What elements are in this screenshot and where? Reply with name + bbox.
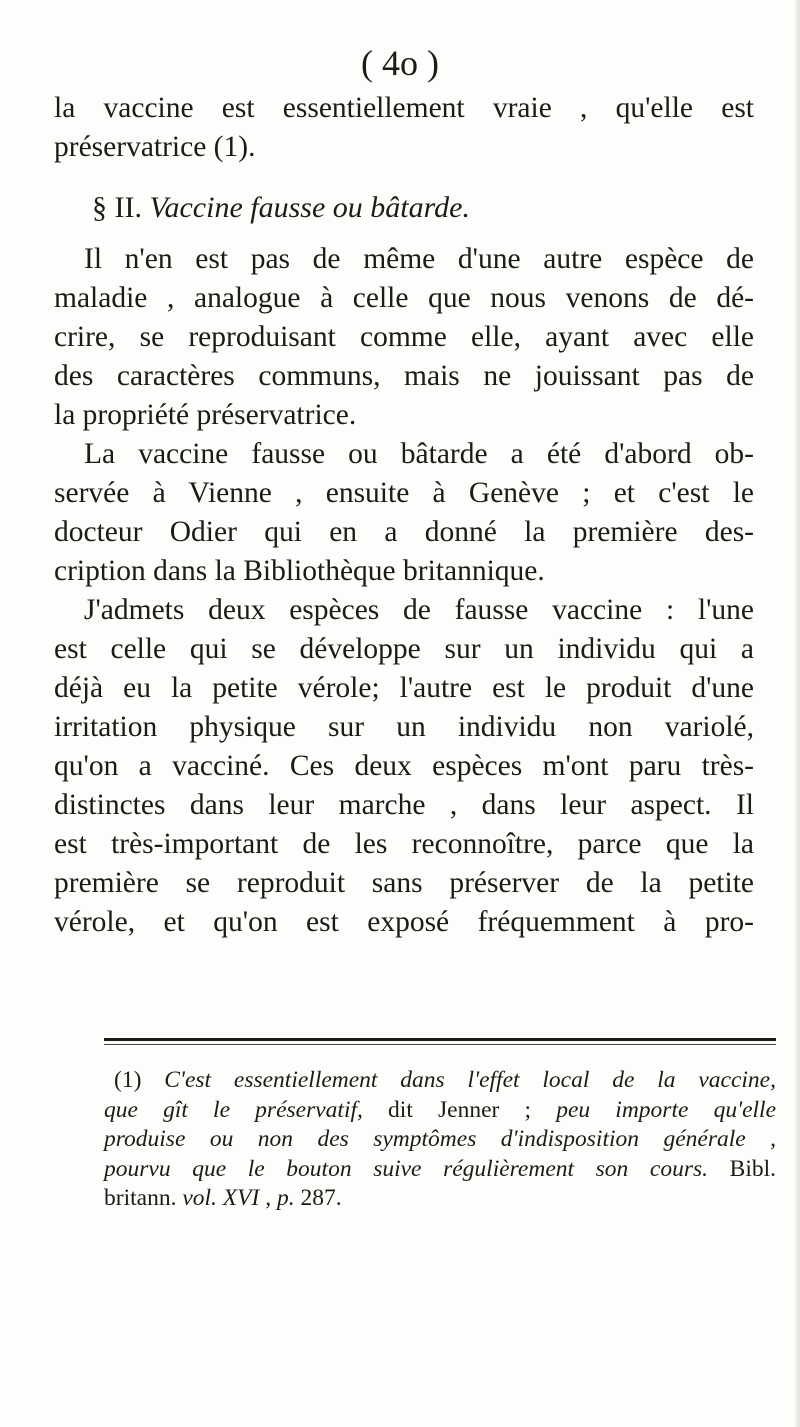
section-number: § II. [92,191,142,224]
footnote-text: 287. [300,1185,342,1211]
text-line: des caractères communs, mais ne jouissant pas de [54,360,754,392]
text-line: distinctes dans leur marche , dans leur aspect. Il [54,789,754,821]
footnote-line [104,1184,776,1214]
paragraph-2 [54,435,754,591]
footnote-text: produise ou non des symptômes d'indisposition générale , [104,1126,776,1152]
footnote [104,1066,776,1214]
text-line: est celle qui se développe sur un individu qui a [54,633,754,665]
text-line: docteur Odier qui en a donné la première des- [54,516,754,548]
page-number-header: ( 4o ) [361,43,439,83]
footnote-line [104,1096,776,1126]
text-line: cription dans la Bibliothèque britannique. [54,555,545,587]
footnote-text: britann. [104,1185,177,1211]
footnote-line [104,1066,776,1096]
footnote-text: dit Jenner ; [388,1096,532,1123]
footnote-rule-thin [104,1044,776,1045]
text-line: préservatrice (1). [54,131,256,163]
text-line: Il n'en est pas de même d'une autre espèce de [84,243,754,275]
footnote-marker: (1) [114,1067,142,1093]
text-line: la vaccine est essentiellement vraie , qu'elle est [54,92,754,124]
top-paragraph [54,89,754,167]
footnote-text: Bibl. [729,1155,776,1182]
text-line: vérole, et qu'on est exposé fréquemment à pro- [54,906,754,938]
text-line: J'admets deux espèces de fausse vaccine : l'une [84,594,754,626]
text-line: La vaccine fausse ou bâtarde a été d'abord ob- [84,438,754,470]
text-line: crire, se reproduisant comme elle, ayant avec elle [54,321,754,353]
text-line: irritation physique sur un individu non variolé, [54,711,754,743]
text-line: la propriété préservatrice. [54,399,357,431]
footnote-text: vol. XVI , p. [182,1185,295,1211]
text-line: maladie , analogue à celle que nous venons de dé- [54,282,754,314]
footnote-line [104,1125,776,1155]
footnote-text: peu importe qu'elle [556,1096,777,1123]
page-edge [795,0,800,1427]
text-line: qu'on a vacciné. Ces deux espèces m'ont paru très- [54,750,754,782]
footnote-text: que gît le préservatif, [104,1096,363,1123]
text-line: première se reproduit sans préserver de la petite [54,867,754,899]
footnote-text: pourvu que le bouton suive régulièrement son cours. [104,1155,709,1182]
footnote-text: C'est essentiellement dans l'effet local de la vaccine, [164,1067,776,1093]
text-line: déjà eu la petite vérole; l'autre est le produit d'une [54,672,754,704]
section-title: Vaccine fausse ou bâtarde. [149,191,470,224]
section-heading [92,188,470,228]
footnote-rule [104,1038,776,1041]
paragraph-3 [54,591,754,942]
text-line: est très-important de les reconnoître, parce que la [54,828,754,860]
text-line: servée à Vienne , ensuite à Genève ; et c'est le [54,477,754,509]
paragraph-1 [54,240,754,435]
footnote-line [104,1155,776,1185]
